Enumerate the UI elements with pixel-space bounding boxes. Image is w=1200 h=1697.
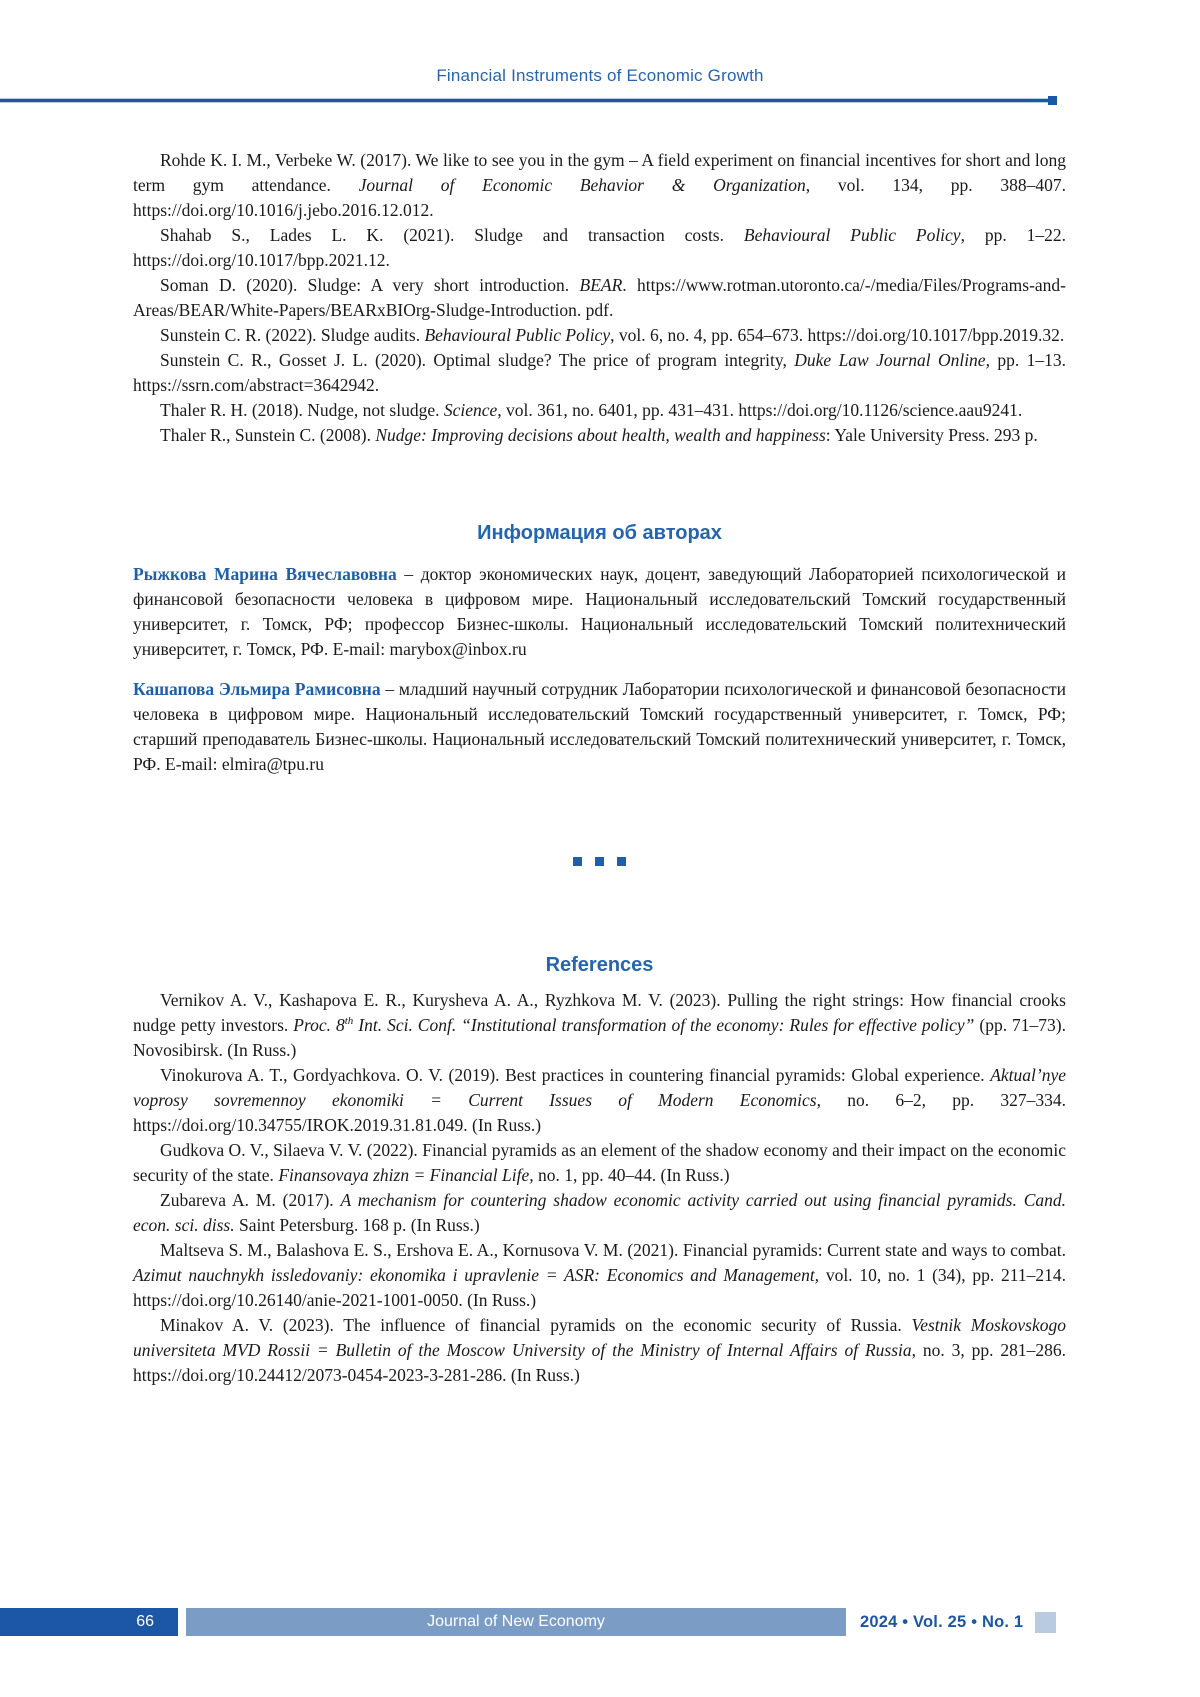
authors-list xyxy=(133,562,1066,777)
author-name: Кашапова Эльмира Рамисовна xyxy=(133,679,381,699)
text-run: Vinokurova A. T., Gordyachkova. O. V. (2019). Best practices in countering financial pyramids: Global experience. xyxy=(160,1065,991,1085)
text-run: Minakov A. V. (2023). The influence of financial pyramids on the economic security of Russia. xyxy=(160,1315,912,1335)
text-run: Saint Petersburg. 168 p. (In Russ.) xyxy=(234,1215,480,1235)
text-run: Thaler R. H. (2018). Nudge, not sludge. xyxy=(160,400,444,420)
reference-entry xyxy=(133,223,1066,273)
reference-entry xyxy=(133,148,1066,223)
reference-entry xyxy=(133,398,1066,423)
page-body xyxy=(133,148,1066,1388)
italic-run: BEAR xyxy=(579,275,623,295)
italic-run: Proc. 8 xyxy=(293,1015,345,1035)
author-name: Рыжкова Марина Вячеславовна xyxy=(133,564,397,584)
author-entry xyxy=(133,562,1066,662)
italic-run: Vestnik Moskovskogo universiteta MVD Rossii = Bulletin of the Moscow University of the Ministry of Internal Affairs of Russia xyxy=(133,1315,1066,1360)
italic-run: Duke Law Journal Online, xyxy=(794,350,990,370)
text-run: Gudkova O. V., Silaeva V. V. (2022). Financial pyramids as an element of the shadow economy and their impact on the economic security of the state. xyxy=(133,1140,1066,1185)
references-top-list xyxy=(133,148,1066,448)
text-run: vol. 10, no. 1 (34), pp. 211–214. https://doi.org/10.26140/anie-2021-1001-0050. (In Russ.) xyxy=(133,1265,1066,1310)
text-run: Shahab S., Lades L. K. (2021). Sludge and transaction costs. xyxy=(160,225,744,245)
text-run: Maltseva S. M., Balashova E. S., Ershova E. A., Kornusova V. M. (2021). Financial pyramids: Current state and ways to combat. xyxy=(160,1240,1066,1260)
reference-entry xyxy=(133,348,1066,398)
reference-entry xyxy=(133,1063,1066,1138)
italic-run: Behavioural Public Policy xyxy=(743,225,961,245)
page-header xyxy=(0,0,1200,88)
italic-run: A mechanism for countering shadow economic activity carried out using financial pyramids. Cand. econ. sci. diss. xyxy=(133,1190,1066,1235)
text-run: Zubareva A. M. (2017). xyxy=(160,1190,341,1210)
text-run: Rohde K. I. M., Verbeke W. (2017). We like to see you in the gym – A field experiment on financial incentives for short and long term gym attendance. xyxy=(133,150,1066,195)
text-run: , vol. 134, pp. 388–407. https://doi.org/10.1016/j.jebo.2016.12.012. xyxy=(133,175,1066,220)
running-title: Financial Instruments of Economic Growth xyxy=(436,66,764,85)
section-separator xyxy=(133,857,1066,866)
text-run: : Yale University Press. 293 p. xyxy=(825,425,1038,445)
text-run: Sunstein C. R., Gosset J. L. (2020). Optimal sludge? The price of program integrity, xyxy=(160,350,795,370)
italic-run: Int. Sci. Conf. “Institutional transformation of the economy: Rules for effective policy” xyxy=(353,1015,975,1035)
author-entry xyxy=(133,677,1066,777)
reference-entry xyxy=(133,1238,1066,1313)
references-bottom-list xyxy=(133,988,1066,1388)
reference-entry xyxy=(133,1188,1066,1238)
text-run: , pp. 1–22. https://doi.org/10.1017/bpp.2021.12. xyxy=(133,225,1066,270)
journal-name: Journal of New Economy xyxy=(427,1613,605,1630)
page-number-badge xyxy=(0,1608,178,1636)
issue-info: 2024 • Vol. 25 • No. 1 xyxy=(860,1612,1024,1631)
author-bio: – младший научный сотрудник Лаборатории психологической и финансовой безопасности человека в цифровом мире. Национальный исследовательский Томский государственный университет, г. Томск, РФ; старший преподаватель Бизнес-школы. Национальный исследовательский Томский политехнический университет, г. Томск, РФ. E-mail: elmira@tpu.ru xyxy=(133,679,1066,774)
text-run: no. 1, pp. 40–44. (In Russ.) xyxy=(533,1165,730,1185)
page-footer xyxy=(0,1608,1200,1636)
text-run: , no. 3, pp. 281–286. https://doi.org/10.24412/2073-0454-2023-3-281-286. (In Russ.) xyxy=(133,1340,1067,1385)
text-run: Vernikov A. V., Kashapova E. R., Kurysheva A. A., Ryzhkova M. V. (2023). Pulling the right strings: How financial crooks nudge petty investors. xyxy=(133,990,1066,1035)
header-rule xyxy=(0,99,1053,102)
references-heading: References xyxy=(545,954,654,976)
rule-end-square-icon xyxy=(1048,96,1057,105)
italic-run: Behavioural Public Policy xyxy=(424,325,611,345)
text-run: . https://www.rotman.utoronto.ca/-/media/Files/Programs-and-Areas/BEAR/White-Papers/BEARxBIOrg-Sludge-Introduction. pdf. xyxy=(133,275,1067,320)
text-run: Thaler R., Sunstein C. (2008). xyxy=(160,425,376,445)
text-run: vol. 361, no. 6401, pp. 431–431. https://doi.org/10.1126/science.aau9241. xyxy=(501,400,1023,420)
separator-square-icon xyxy=(595,857,604,866)
separator-square-icon xyxy=(573,857,582,866)
text-run: (pp. 71–73). Novosibirsk. (In Russ.) xyxy=(133,1015,1066,1060)
italic-run: Journal of Economic Behavior & Organization xyxy=(358,175,806,195)
text-run: , no. 6–2, pp. 327–334. https://doi.org/10.34755/IROK.2019.31.81.049. (In Russ.) xyxy=(133,1090,1067,1135)
text-run: Sunstein C. R. (2022). Sludge audits. xyxy=(160,325,425,345)
italic-run: Finansovaya zhizn = Financial Life, xyxy=(278,1165,534,1185)
reference-entry xyxy=(133,1313,1066,1388)
superscript: th xyxy=(344,1015,354,1028)
separator-square-icon xyxy=(617,857,626,866)
reference-entry xyxy=(133,323,1066,348)
reference-entry xyxy=(133,1138,1066,1188)
italic-run: Science, xyxy=(443,400,502,420)
reference-entry xyxy=(133,273,1066,323)
authors-info-heading: Информация об авторах xyxy=(477,522,722,544)
italic-run: Azimut nauchnykh issledovaniy: ekonomika i upravlenie = ASR: Economics and Management, xyxy=(133,1265,820,1285)
italic-run: Aktual’nye voprosy sovremennoy ekonomiki = Current Issues of Modern Economics xyxy=(133,1065,1066,1110)
footer-end-square-icon xyxy=(1035,1612,1056,1633)
text-run: , vol. 6, no. 4, pp. 654–673. https://doi.org/10.1017/bpp.2019.32. xyxy=(610,325,1065,345)
journal-name-bar xyxy=(186,1608,846,1636)
author-bio: – доктор экономических наук, доцент, заведующий Лабораторией психологической и финансовой безопасности человека в цифровом мире. Национальный исследовательский Томский государственный университет, г. Томск, РФ; профессор Бизнес-школы. Национальный исследовательский Томский политехнический университет, г. Томск, РФ. E-mail: marybox@inbox.ru xyxy=(133,564,1066,659)
page-number: 66 xyxy=(136,1613,154,1630)
text-run: Soman D. (2020). Sludge: A very short introduction. xyxy=(160,275,580,295)
italic-run: Nudge: Improving decisions about health, wealth and happiness xyxy=(375,425,826,445)
text-run: pp. 1–13. https://ssrn.com/abstract=3642942. xyxy=(133,350,1066,395)
reference-entry xyxy=(133,423,1066,448)
reference-entry xyxy=(133,988,1066,1063)
